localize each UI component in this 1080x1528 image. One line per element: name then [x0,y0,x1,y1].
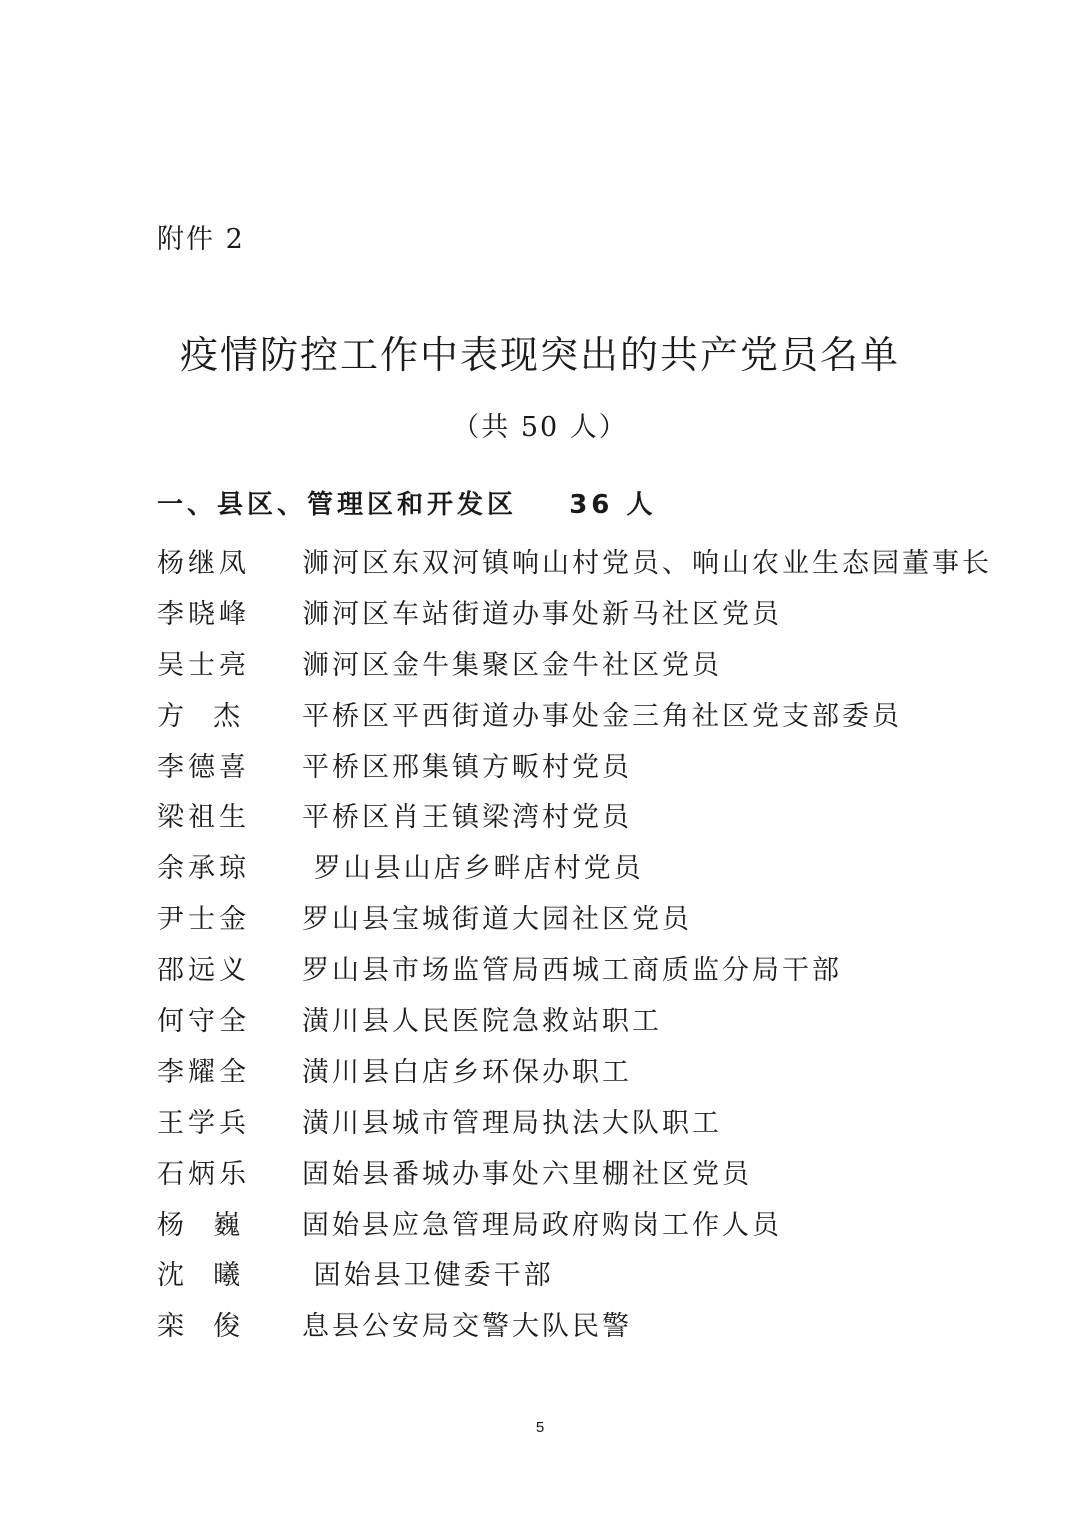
roster-row [157,697,1017,748]
member-description: 罗山县宝城街道大园社区党员 [302,904,692,936]
member-description: 罗山县市场监管局西城工商质监分局干部 [302,955,842,987]
roster-row [157,595,1017,646]
member-description: 浉河区东双河镇响山村党员、响山农业生态园董事长 [302,548,992,579]
document-subtitle: （共 50 人） [452,412,628,443]
member-description: 潢川县白店乡环保办职工 [302,1056,632,1088]
member-name: 杨 巍 [157,1209,245,1241]
roster-row [157,1002,1017,1053]
member-name: 栾 俊 [157,1311,245,1343]
roster-row [157,849,1017,900]
roster-row [157,900,1017,951]
member-name: 梁祖生 [157,802,250,834]
roster-row [157,1206,1017,1257]
member-description: 平桥区邢集镇方畈村党员 [302,751,632,783]
document-title: 疫情防控工作中表现突出的共产党员名单 [179,333,900,377]
member-description: 平桥区平西街道办事处金三角社区党支部委员 [302,700,902,732]
member-name: 吴士亮 [157,649,250,681]
member-name: 沈 曦 [157,1260,245,1292]
member-description: 浉河区金牛集聚区金牛社区党员 [302,649,722,681]
member-description: 息县公安局交警大队民警 [302,1311,632,1343]
roster-row [157,1256,1017,1307]
member-name: 石炳乐 [157,1158,250,1190]
member-description: 平桥区肖王镇梁湾村党员 [302,802,632,834]
roster-row [157,544,1017,595]
section-heading: 一、县区、管理区和开发区 36 人 [157,490,657,520]
member-description: 浉河区车站街道办事处新马社区党员 [302,598,782,630]
roster-row [157,748,1017,799]
member-description: 固始县卫健委干部 [302,1260,554,1292]
member-name: 杨继凤 [157,548,250,579]
member-name: 余承琼 [157,853,250,885]
member-description: 罗山县山店乡畔店村党员 [302,853,644,885]
member-description: 固始县应急管理局政府购岗工作人员 [302,1209,782,1241]
member-name: 尹士金 [157,904,250,936]
page-number: 5 [535,1419,545,1436]
roster-row [157,1053,1017,1104]
member-name: 李晓峰 [157,598,250,630]
member-name: 李耀全 [157,1056,250,1088]
roster-row [157,1155,1017,1206]
member-description: 潢川县人民医院急救站职工 [302,1006,662,1038]
attachment-label: 附件 2 [157,224,245,255]
member-name: 方 杰 [157,700,245,732]
roster-list [157,544,1017,1358]
member-name: 何守全 [157,1006,250,1038]
member-description: 潢川县城市管理局执法大队职工 [302,1107,722,1139]
roster-row [157,951,1017,1002]
member-description: 固始县番城办事处六里棚社区党员 [302,1158,752,1190]
roster-row [157,1307,1017,1358]
roster-row [157,798,1017,849]
member-name: 邵远义 [157,955,250,987]
roster-row [157,1104,1017,1155]
roster-row [157,646,1017,697]
member-name: 李德喜 [157,751,250,783]
member-name: 王学兵 [157,1107,250,1139]
